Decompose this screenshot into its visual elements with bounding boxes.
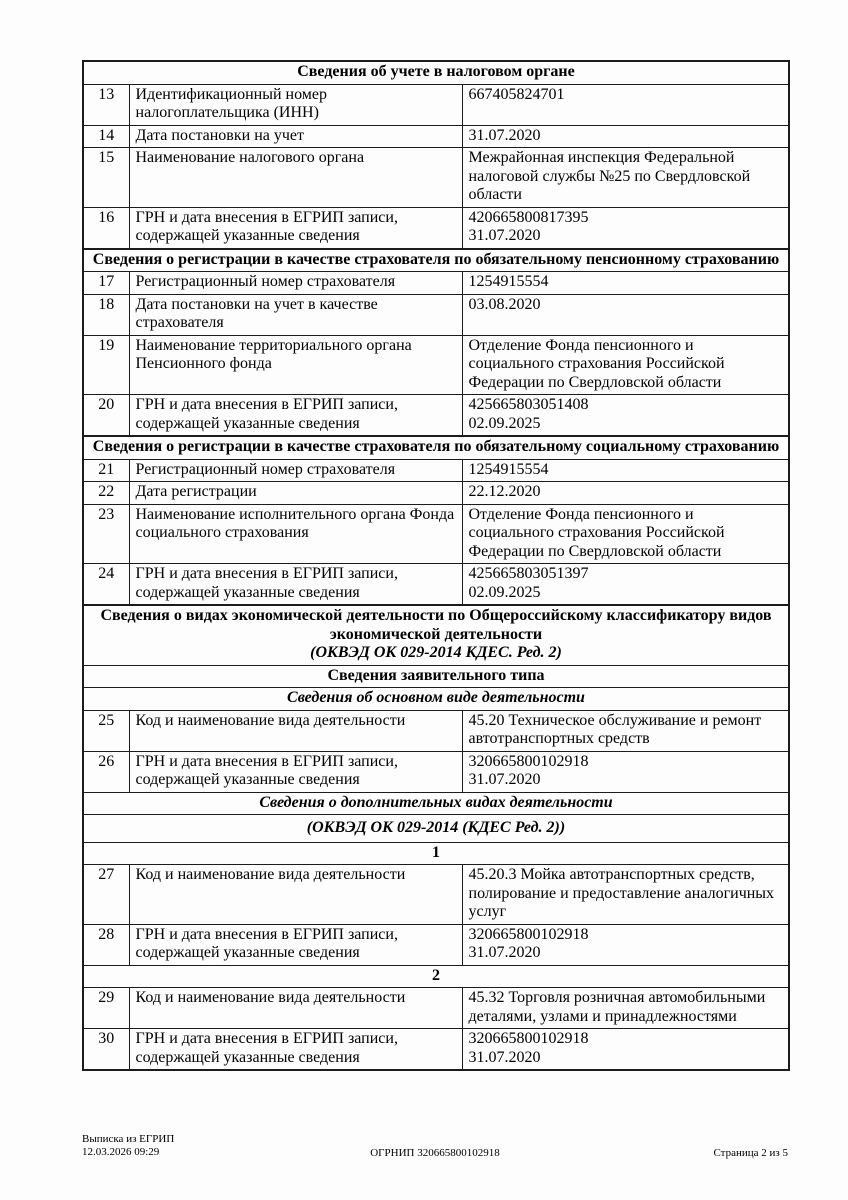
table-row xyxy=(83,1029,789,1071)
table-row xyxy=(83,865,789,925)
row-value xyxy=(462,988,789,1029)
row-value xyxy=(462,294,789,335)
section-header-cell xyxy=(83,665,789,688)
section-header-row xyxy=(83,61,789,84)
row-number: 30 xyxy=(83,1029,129,1071)
row-value xyxy=(462,564,789,606)
section-header-cell xyxy=(83,815,789,843)
table-row xyxy=(83,482,789,505)
section-header-row xyxy=(83,792,789,815)
row-label: ГРН и дата внесения в ЕГРИП записи, содержащей указанные сведения xyxy=(129,751,462,792)
footer-timestamp: 12.03.2026 09:29 xyxy=(82,1146,160,1158)
row-label: Дата постановки на учет xyxy=(129,125,462,148)
row-label: Наименование территориального органа Пенсионного фонда xyxy=(129,335,462,395)
section-title: Сведения о видах экономической деятельности по Общероссийскому классификатору видов экономической деятельности xyxy=(100,607,772,643)
row-value xyxy=(462,710,789,751)
table-row xyxy=(83,395,789,437)
row-value-line: 02.09.2025 xyxy=(468,414,541,432)
table-row xyxy=(83,272,789,295)
row-number: 24 xyxy=(83,564,129,606)
section-header-cell xyxy=(83,249,789,272)
section-title: Сведения об основном виде деятельности xyxy=(287,689,585,706)
row-value-line: 45.32 Торговля розничная автомобильными деталями, узлами и принадлежностями xyxy=(468,989,766,1025)
row-number: 17 xyxy=(83,272,129,295)
row-value-line: 31.07.2020 xyxy=(468,227,541,244)
row-label: Идентификационный номер налогоплательщика (ИНН) xyxy=(129,84,462,125)
section-title: Сведения заявительного типа xyxy=(327,666,545,684)
table-row xyxy=(83,148,789,208)
row-label: Код и наименование вида деятельности xyxy=(129,988,462,1029)
row-value-line: 22.12.2020 xyxy=(468,483,541,500)
section-header-cell xyxy=(83,842,789,865)
section-title: Сведения о регистрации в качестве страхователя по обязательному социальному страхованию xyxy=(92,438,780,455)
section-title: (ОКВЭД ОК 029-2014 (КДЕС Ред. 2)) xyxy=(306,819,566,836)
section-header-row xyxy=(83,965,789,988)
table-row xyxy=(83,564,789,606)
row-number: 23 xyxy=(83,504,129,564)
row-value-line: 03.08.2020 xyxy=(468,295,541,313)
row-number: 29 xyxy=(83,988,129,1029)
footer-doc-title: Выписка из ЕГРИП xyxy=(82,1133,175,1145)
table-row xyxy=(83,710,789,751)
section-title: Сведения о дополнительных видах деятельности xyxy=(259,793,613,811)
section-title: 1 xyxy=(432,843,440,861)
row-value-line: Отделение Фонда пенсионного и социального страхования Российской Федерации по Свердловской области xyxy=(468,505,725,560)
row-number: 18 xyxy=(83,294,129,335)
row-number: 25 xyxy=(83,710,129,751)
table-row xyxy=(83,84,789,125)
row-number: 20 xyxy=(83,395,129,437)
row-value xyxy=(462,865,789,925)
row-value xyxy=(462,84,789,125)
row-value-line: 45.20 Техническое обслуживание и ремонт автотранспортных средств xyxy=(468,711,762,747)
section-header-cell xyxy=(83,605,789,665)
row-label: ГРН и дата внесения в ЕГРИП записи, содержащей указанные сведения xyxy=(129,207,462,249)
section-subtitle: (ОКВЭД ОК 029-2014 КДЕС. Ред. 2) xyxy=(310,644,562,661)
row-value-line: 31.07.2020 xyxy=(468,944,541,961)
row-number: 14 xyxy=(83,125,129,148)
row-number: 16 xyxy=(83,207,129,249)
row-value-line: 1254915554 xyxy=(468,460,549,478)
row-value-line: 31.07.2020 xyxy=(468,771,541,788)
table-row xyxy=(83,504,789,564)
section-header-row xyxy=(83,665,789,688)
row-value xyxy=(462,125,789,148)
row-number: 28 xyxy=(83,924,129,965)
footer-ogrnip: ОГРНИП 320665800102918 xyxy=(370,1147,500,1159)
row-value xyxy=(462,395,789,437)
section-header-cell xyxy=(83,61,789,84)
row-value-line: 31.07.2020 xyxy=(468,1048,541,1066)
row-value-line: 1254915554 xyxy=(468,273,549,290)
row-label: Наименование исполнительного органа Фонда социального страхования xyxy=(129,504,462,564)
egrip-extract-table xyxy=(82,60,790,1071)
section-header-cell xyxy=(83,688,789,711)
section-title: Сведения о регистрации в качестве страхователя по обязательному пенсионному страхованию xyxy=(92,250,780,268)
row-label: ГРН и дата внесения в ЕГРИП записи, содержащей указанные сведения xyxy=(129,1029,462,1071)
row-value-line: 320665800102918 xyxy=(468,925,589,943)
footer-page-number: Страница 2 из 5 xyxy=(713,1147,788,1159)
row-value xyxy=(462,148,789,208)
row-number: 15 xyxy=(83,148,129,208)
table-row xyxy=(83,335,789,395)
row-value xyxy=(462,924,789,965)
section-header-row xyxy=(83,436,789,459)
row-label: Наименование налогового органа xyxy=(129,148,462,208)
row-value-line: Отделение Фонда пенсионного и социального страхования Российской Федерации по Свердловской области xyxy=(468,336,725,391)
section-header-row xyxy=(83,605,789,665)
table-row xyxy=(83,294,789,335)
table-row xyxy=(83,751,789,792)
page-footer xyxy=(82,1133,788,1161)
row-value-line: Межрайонная инспекция Федеральной налоговой службы №25 по Свердловской области xyxy=(468,149,751,203)
row-value xyxy=(462,504,789,564)
row-number: 21 xyxy=(83,459,129,482)
section-title: 2 xyxy=(432,966,440,984)
row-value xyxy=(462,459,789,482)
row-number: 22 xyxy=(83,482,129,505)
table-row xyxy=(83,924,789,965)
row-value-line: 320665800102918 xyxy=(468,752,589,770)
section-header-row xyxy=(83,688,789,711)
row-number: 26 xyxy=(83,751,129,792)
row-value xyxy=(462,272,789,295)
row-label: ГРН и дата внесения в ЕГРИП записи, содержащей указанные сведения xyxy=(129,564,462,606)
row-value-line: 667405824701 xyxy=(468,85,565,103)
row-label: Регистрационный номер страхователя xyxy=(129,459,462,482)
row-label: Код и наименование вида деятельности xyxy=(129,865,462,925)
table-row xyxy=(83,459,789,482)
row-number: 13 xyxy=(83,84,129,125)
section-header-row xyxy=(83,815,789,843)
row-value xyxy=(462,1029,789,1071)
row-label: Регистрационный номер страхователя xyxy=(129,272,462,295)
row-value-line: 02.09.2025 xyxy=(468,583,541,601)
row-value-line: 425665803051397 xyxy=(468,565,589,582)
row-value-line: 45.20.3 Мойка автотранспортных средств, полирование и предоставление аналогичных услуг xyxy=(468,866,775,920)
section-title: Сведения об учете в налоговом органе xyxy=(297,63,575,80)
table-row xyxy=(83,125,789,148)
row-value xyxy=(462,482,789,505)
table-row xyxy=(83,988,789,1029)
section-header-row xyxy=(83,842,789,865)
row-label: Код и наименование вида деятельности xyxy=(129,710,462,751)
row-number: 27 xyxy=(83,865,129,925)
row-label: ГРН и дата внесения в ЕГРИП записи, содержащей указанные сведения xyxy=(129,924,462,965)
row-value xyxy=(462,751,789,792)
section-header-cell xyxy=(83,792,789,815)
row-value-line: 420665800817395 xyxy=(468,208,589,226)
row-value xyxy=(462,335,789,395)
section-header-cell xyxy=(83,436,789,459)
row-number: 19 xyxy=(83,335,129,395)
row-value-line: 31.07.2020 xyxy=(468,126,541,144)
table-row xyxy=(83,207,789,249)
row-label: Дата постановки на учет в качестве страхователя xyxy=(129,294,462,335)
section-header-cell xyxy=(83,965,789,988)
row-label: Дата регистрации xyxy=(129,482,462,505)
row-value-line: 425665803051408 xyxy=(468,396,589,413)
row-value-line: 320665800102918 xyxy=(468,1030,589,1047)
row-label: ГРН и дата внесения в ЕГРИП записи, содержащей указанные сведения xyxy=(129,395,462,437)
row-value xyxy=(462,207,789,249)
section-header-row xyxy=(83,249,789,272)
